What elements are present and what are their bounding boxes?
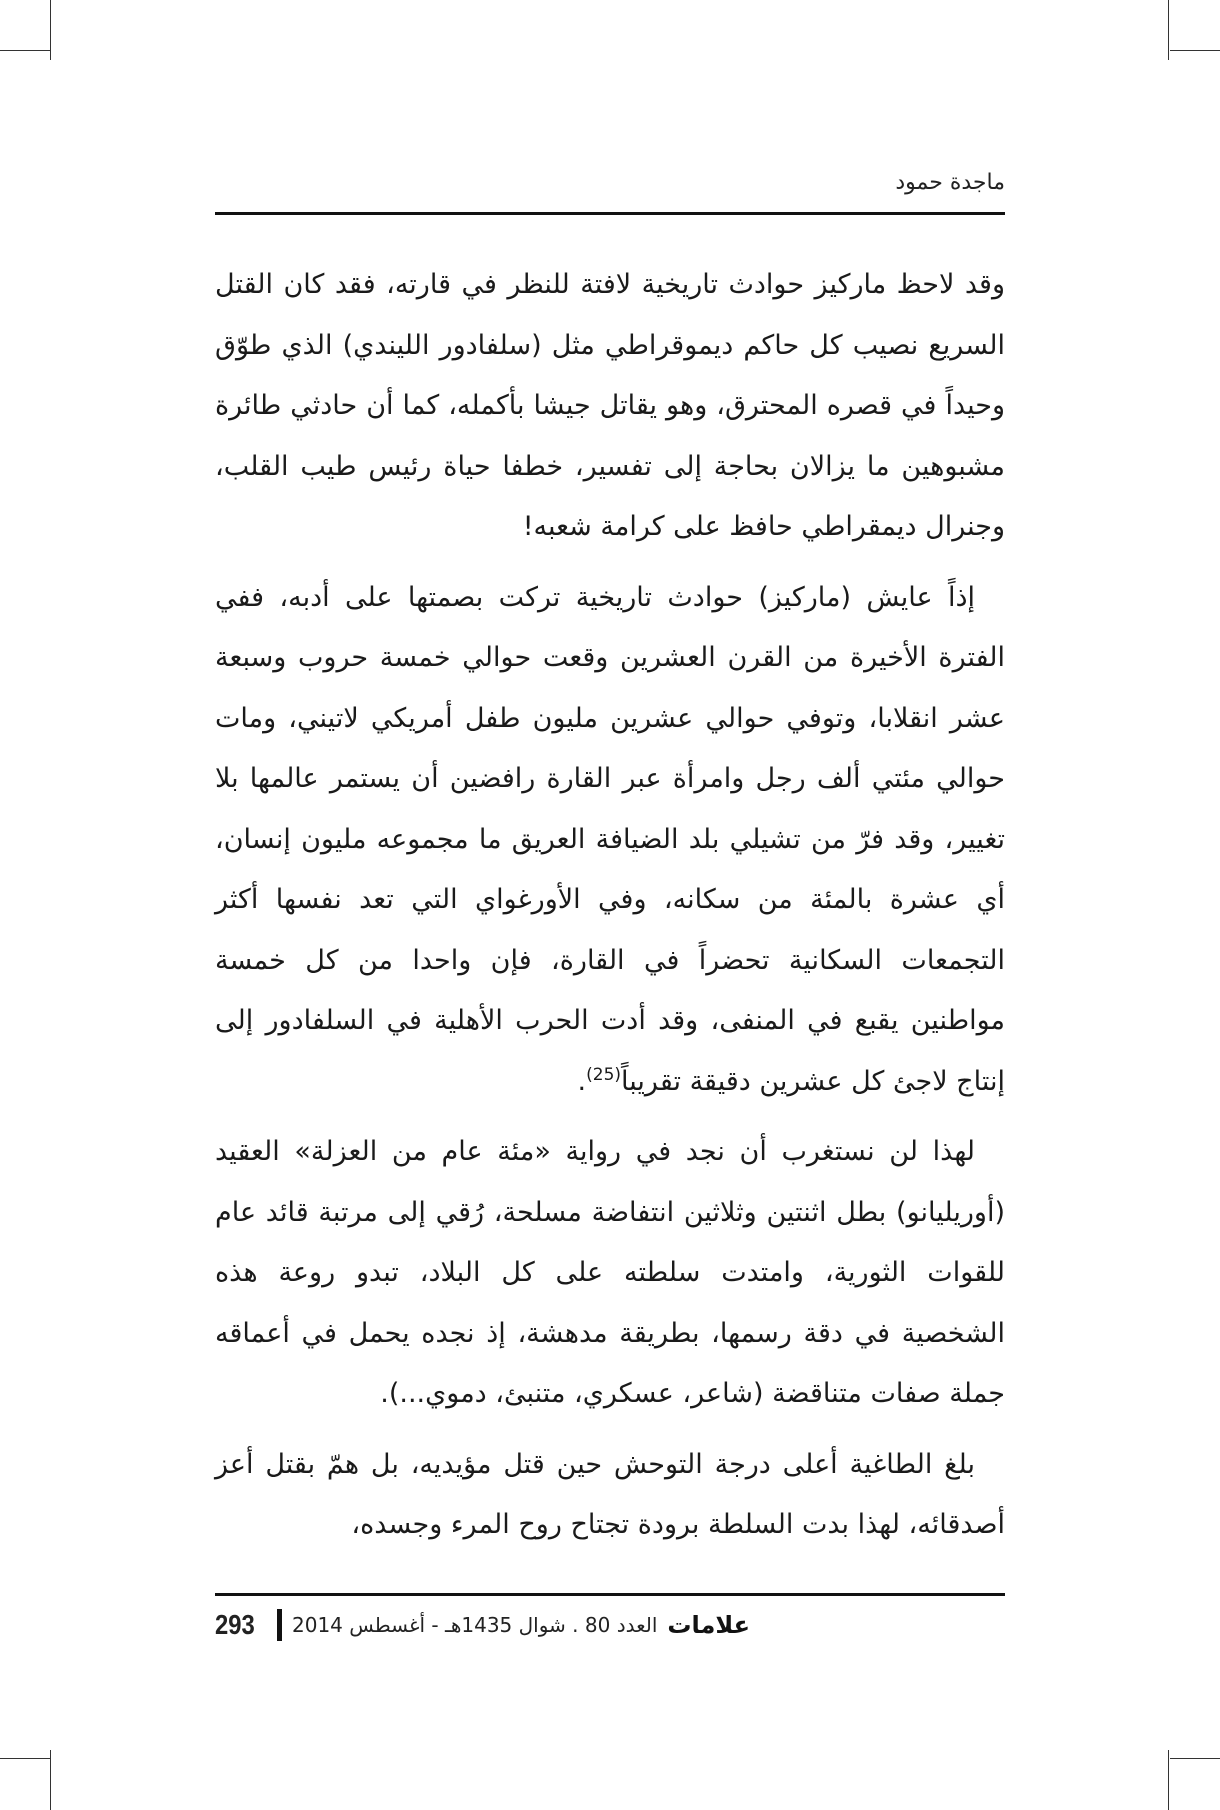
crop-mark xyxy=(1170,50,1220,51)
paragraph xyxy=(215,1435,1005,1556)
crop-mark xyxy=(0,50,50,51)
footer-rule xyxy=(215,1593,1005,1596)
paragraph-end-punctuation: . xyxy=(577,1065,587,1097)
footnote-reference: (25) xyxy=(586,1064,622,1085)
running-header-author: ماجدة حمود xyxy=(895,170,1005,195)
paragraph-text: لهذا لن نستغرب أن نجد في رواية «مئة عام من العزلة» العقيد (أوريليانو) بطل اثنتين وثلاثين انتفاضة مسلحة، رُقي إلى مرتبة قائد عام للقوات الثورية، وامتدت سلطته على كل البلاد، تبدو روعة هذه الشخصية في دقة رسمها، بطريقة مدهشة، إذ نجده يحمل في أعماقه جملة صفات متناقضة (شاعر، عسكري، متنبئ، دموي...). xyxy=(215,1136,1005,1409)
crop-mark xyxy=(0,1758,50,1759)
page-number: 293 xyxy=(215,1609,255,1640)
crop-mark xyxy=(1168,1750,1169,1810)
crop-mark xyxy=(1170,1758,1220,1759)
crop-mark xyxy=(1168,0,1169,60)
crop-mark xyxy=(50,0,51,60)
paragraph-text: بلغ الطاغية أعلى درجة التوحش حين قتل مؤيديه، بل همّ بقتل أعز أصدقائه، لهذا بدت السلطة برودة تجتاح روح المرء وجسده، xyxy=(215,1448,1005,1540)
paragraph xyxy=(215,568,1005,1113)
crop-mark xyxy=(50,1750,51,1810)
paragraph-text: وقد لاحظ ماركيز حوادث تاريخية لافتة للنظر في قارته، فقد كان القتل السريع نصيب كل حاكم ديموقراطي مثل (سلفادور الليندي) الذي طوّق وحيداً في قصره المحترق، وهو يقاتل جيشا بأكمله، كما أن حادثي طائرة مشبوهين ما يزالان بحاجة إلى تفسير، خطفا حياة رئيس طيب القلب، وجنرال ديمقراطي حافظ على كرامة شعبه! xyxy=(215,269,1005,542)
paragraph xyxy=(215,1122,1005,1425)
article-body xyxy=(215,255,1005,1566)
paragraph xyxy=(215,255,1005,558)
header-rule xyxy=(215,212,1005,215)
page-footer xyxy=(215,1600,1005,1650)
footer-divider xyxy=(277,1609,282,1641)
issue-info: العدد 80 . شوال 1435هـ - أغسطس 2014 xyxy=(292,1613,658,1637)
journal-logo: علامات xyxy=(667,1611,751,1639)
paragraph-text: إذاً عايش (ماركيز) حوادث تاريخية تركت بصمتها على أدبه، ففي الفترة الأخيرة من القرن العشرين وقعت حوالي خمسة حروب وسبعة عشر انقلابا، وتوفي حوالي عشرين مليون طفل أمريكي لاتيني، ومات حوالي مئتي ألف رجل وامرأة عبر القارة رافضين أن يستمر عالمها بلا تغيير، وقد فرّ من تشيلي بلد الضيافة العريق ما مجموعه مليون إنسان، أي عشرة بالمئة من سكانه، وفي الأورغواي التي تعد نفسها أكثر التجمعات السكانية تحضراً في القارة، فإن واحدا من كل خمسة مواطنين يقبع في المنفى، وقد أدت الحرب الأهلية في السلفادور إلى إنتاج لاجئ كل عشرين دقيقة تقريباً xyxy=(215,581,1005,1097)
